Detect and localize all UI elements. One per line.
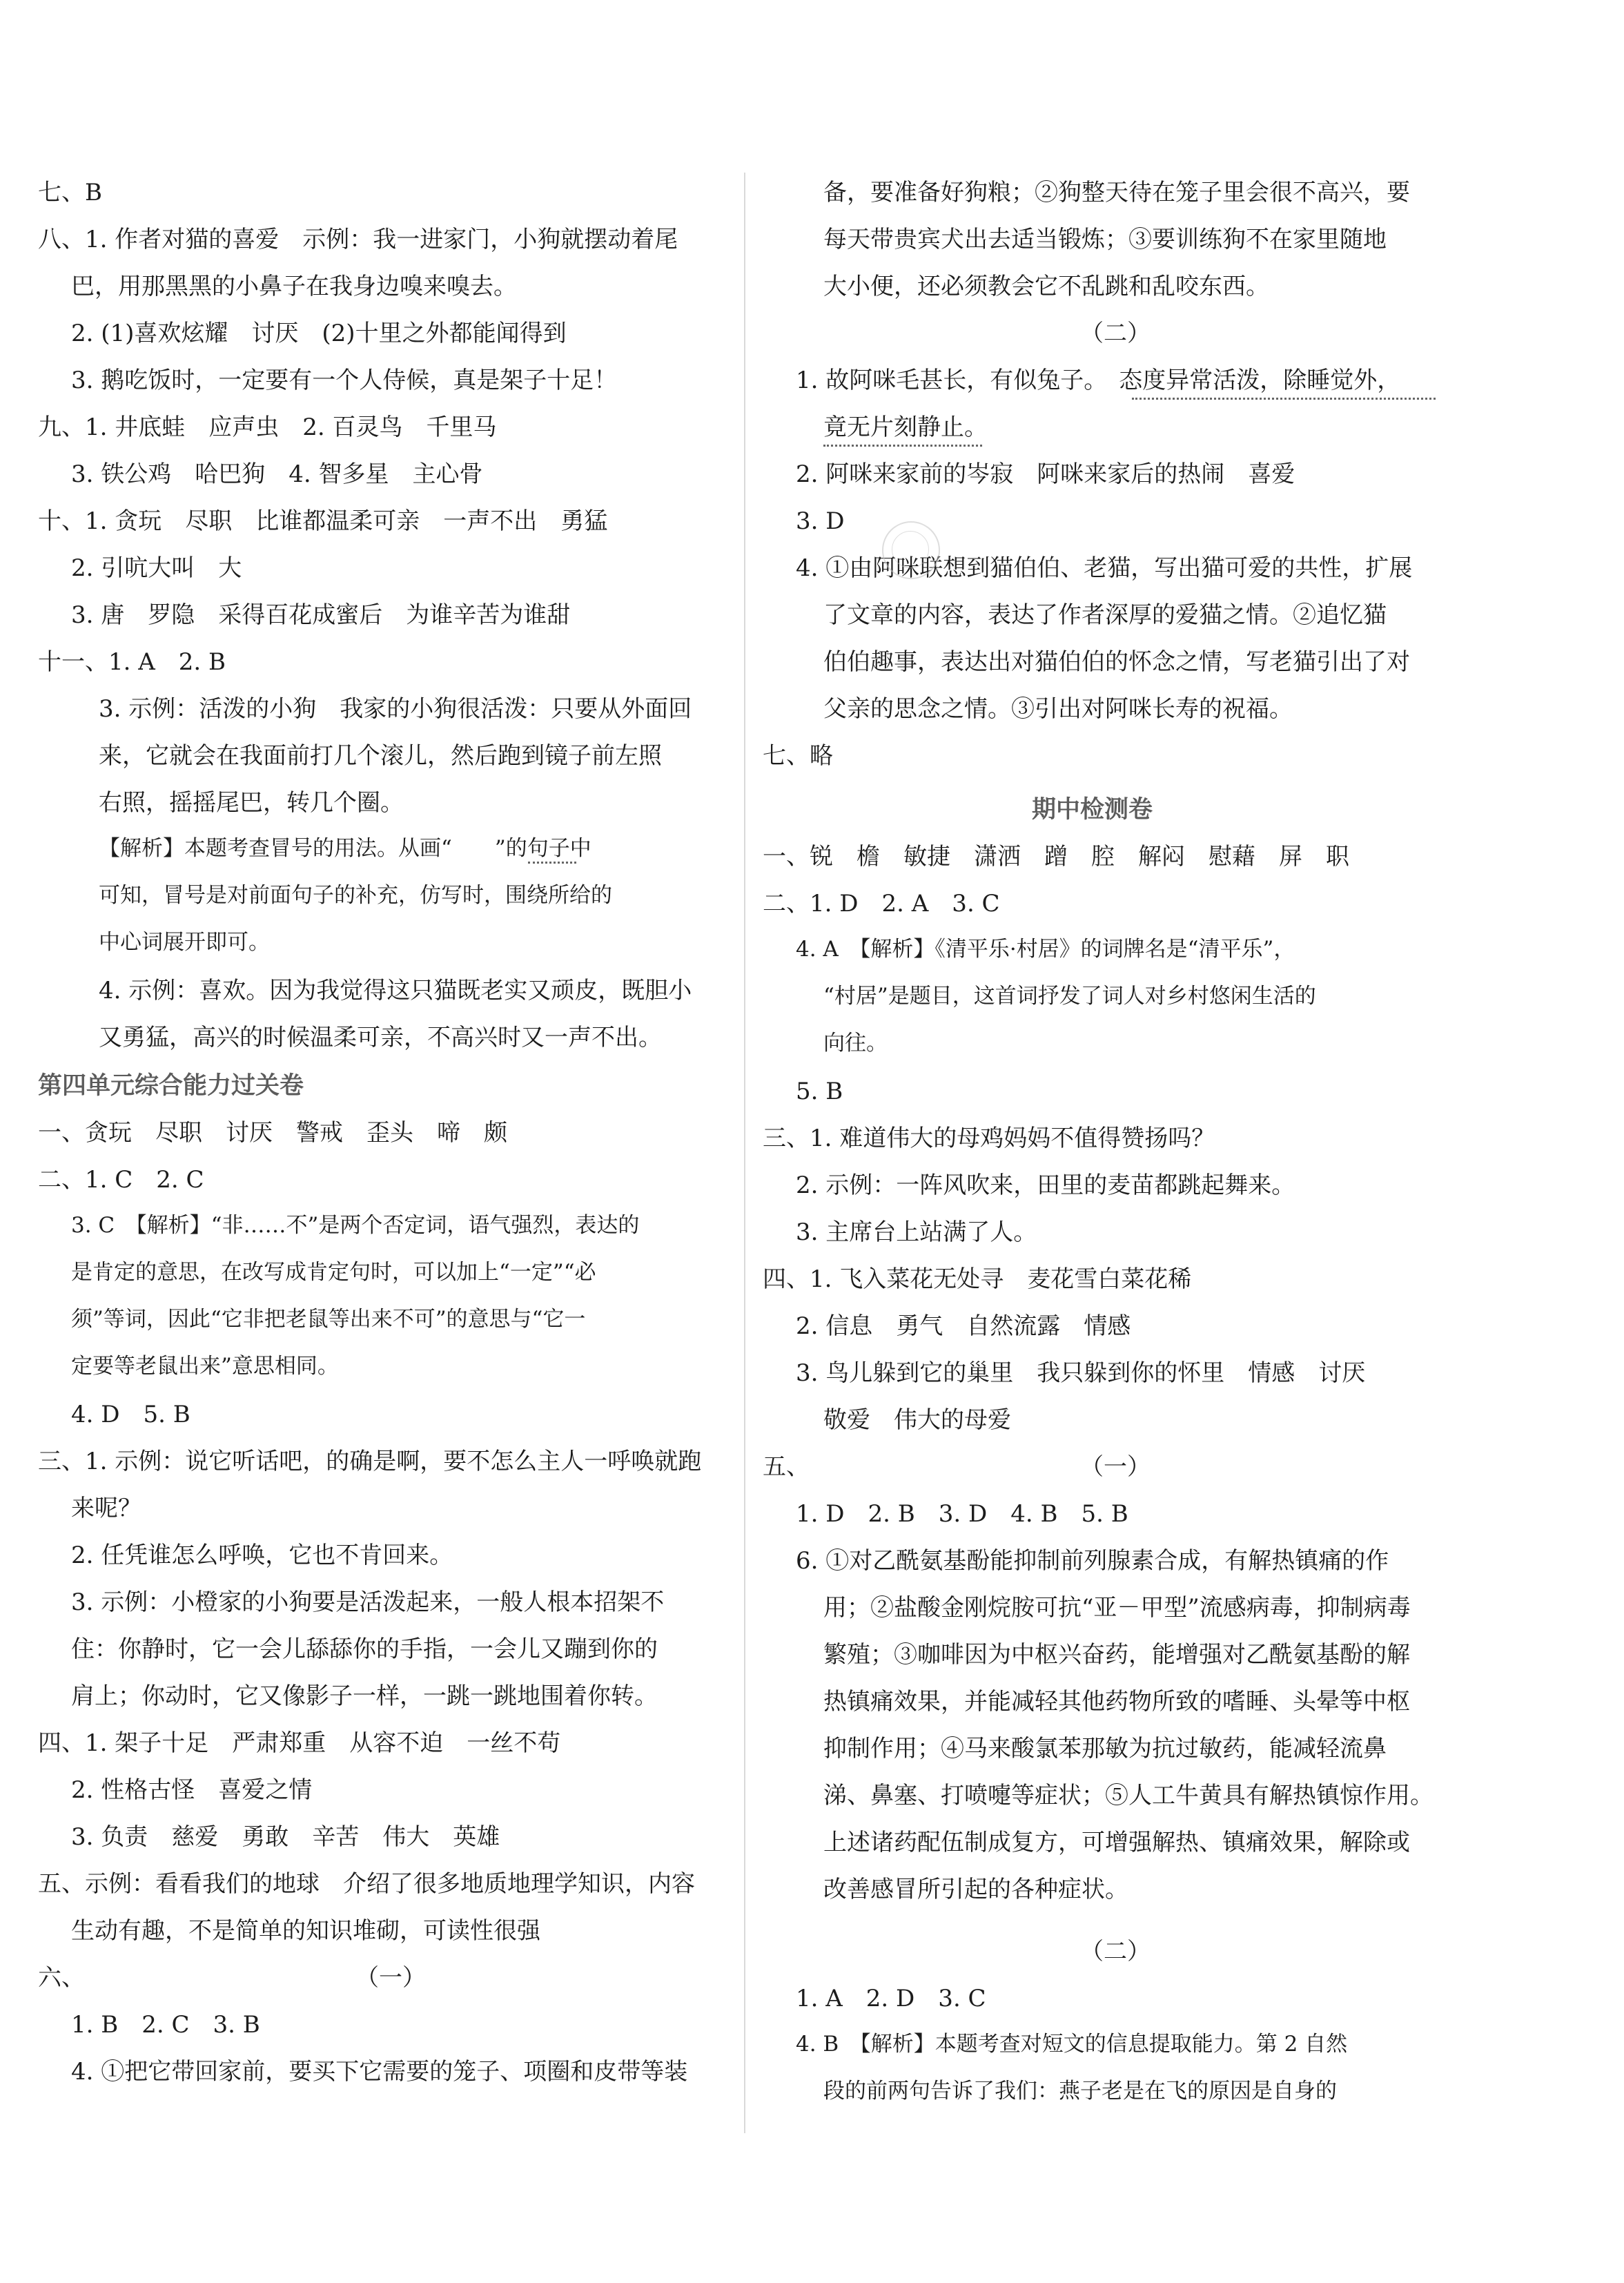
answer-line: 3. C 【解析】“非……不”是两个否定词，语气强烈，表达的: [71, 1213, 640, 1238]
answer-line: 六、: [38, 1964, 85, 1992]
answer-line: 肩上；你动时，它又像影子一样，一跳一跳地围着你转。: [71, 1682, 658, 1710]
answer-line: 一、贪玩 尽职 讨厌 警戒 歪头 啼 颇: [38, 1119, 507, 1147]
stamp-watermark: [882, 521, 940, 579]
answer-line: 巴，用那黑黑的小鼻子在我身边嗅来嗅去。: [71, 273, 517, 300]
answer-line: 是肯定的意思，在改写成肯定句时，可以加上“一定”“必: [71, 1260, 596, 1285]
section-title: 期中检测卷: [1032, 796, 1153, 824]
answer-line: 3. 负责 慈爱 勇敢 辛苦 伟大 英雄: [71, 1823, 500, 1851]
answer-line: 右照，摇摇尾巴，转几个圈。: [99, 789, 404, 817]
wavy-underline-decoration: [528, 856, 576, 864]
answer-line: 段的前两句告诉了我们：燕子老是在飞的原因是自身的: [823, 2079, 1337, 2104]
answer-line: 九、1. 井底蛙 应声虫 2. 百灵鸟 千里马: [38, 414, 497, 441]
answer-line: 来呢？: [71, 1495, 141, 1522]
answer-line: 八、1. 作者对猫的喜爱 示例：我一进家门，小狗就摆动着尾: [38, 226, 678, 253]
section-title: 第四单元综合能力过关卷: [38, 1072, 304, 1100]
answer-line: 3. D: [796, 507, 845, 535]
answer-line: 七、略: [763, 742, 833, 770]
answer-line: 5. B: [796, 1078, 843, 1105]
answer-line: 2. 性格古怪 喜爱之情: [71, 1776, 313, 1804]
answer-line: 2. (1)喜欢炫耀 讨厌 (2)十里之外都能闻得到: [71, 320, 567, 347]
answer-line: 4. A 【解析】《清平乐·村居》的词牌名是“清平乐”，: [796, 937, 1295, 962]
answer-line: 2. 示例：一阵风吹来，田里的麦苗都跳起舞来。: [796, 1172, 1295, 1199]
answer-line: 抑制作用；④马来酸氯苯那敏为抗过敏药，能减轻流鼻: [823, 1735, 1387, 1762]
answer-line: 繁殖；③咖啡因为中枢兴奋药，能增强对乙酰氨基酚的解: [823, 1641, 1410, 1669]
answer-line: 1. B 2. C 3. B: [71, 2011, 260, 2039]
answer-line: （一）: [1080, 1453, 1151, 1481]
answer-line: “村居”是题目，这首词抒发了词人对乡村悠闲生活的: [823, 984, 1316, 1009]
answer-line: 3. 示例：活泼的小狗 我家的小狗很活泼：只要从外面回: [99, 695, 692, 723]
answer-line: 热镇痛效果，并能减轻其他药物所致的嗜睡、头晕等中枢: [823, 1688, 1410, 1716]
wavy-underline-decoration: [823, 439, 982, 447]
answer-line: 一、锐 檐 敏捷 潇洒 蹭 腔 解闷 慰藉 屏 职: [763, 843, 1349, 871]
answer-line: 涕、鼻塞、打喷嚏等症状；⑤人工牛黄具有解热镇惊作用。: [823, 1782, 1434, 1809]
answer-line: 【解析】本题考查冒号的用法。从画“ ”的句子中: [99, 836, 591, 861]
answer-line: （二）: [1080, 1938, 1151, 1965]
answer-line: 3. 唐 罗隐 采得百花成蜜后 为谁辛苦为谁甜: [71, 601, 571, 629]
answer-line: 中心词展开即可。: [99, 930, 270, 955]
answer-line: 2. 任凭谁怎么呼唤，它也不肯回来。: [71, 1542, 453, 1569]
answer-line: 十一、1. A 2. B: [38, 648, 226, 676]
answer-line: 4. ①把它带回家前，要买下它需要的笼子、项圈和皮带等装: [71, 2058, 688, 2086]
answer-line: 又勇猛，高兴的时候温柔可亲，不高兴时又一声不出。: [99, 1024, 662, 1051]
answer-line: 2. 阿咪来家前的岑寂 阿咪来家后的热闹 喜爱: [796, 460, 1295, 488]
answer-line: 每天带贵宾犬出去适当锻炼；③要训练狗不在家里随地: [823, 226, 1387, 253]
answer-line: 定要等老鼠出来”意思相同。: [71, 1354, 339, 1379]
answer-line: 1. A 2. D 3. C: [796, 1985, 986, 2012]
answer-line: 了文章的内容，表达了作者深厚的爱猫之情。②追忆猫: [823, 601, 1387, 629]
answer-line: 1. 故阿咪毛甚长，有似兔子。 态度异常活泼，除睡觉外，: [796, 367, 1401, 394]
answer-line: 四、1. 飞入菜花无处寻 麦花雪白菜花稀: [763, 1265, 1192, 1293]
column-divider: [744, 173, 745, 2133]
answer-line: 五、: [763, 1453, 810, 1481]
answer-line: 3. 示例：小橙家的小狗要是活泼起来，一般人根本招架不: [71, 1589, 665, 1616]
answer-line: 1. D 2. B 3. D 4. B 5. B: [796, 1500, 1128, 1528]
answer-line: 用；②盐酸金刚烷胺可抗“亚－甲型”流感病毒，抑制病毒: [823, 1594, 1411, 1622]
answer-line: 三、1. 示例：说它听话吧，的确是啊，要不怎么主人一呼唤就跑: [38, 1448, 702, 1475]
answer-line: 敬爱 伟大的母爱: [823, 1406, 1011, 1434]
answer-line: 须”等词，因此“它非把老鼠等出来不可”的意思与“它一: [71, 1307, 586, 1332]
answer-line: 来，它就会在我面前打几个滚儿，然后跑到镜子前左照: [99, 742, 662, 770]
answer-line: 二、1. D 2. A 3. C: [763, 890, 1000, 917]
answer-line: 3. 鹅吃饭时，一定要有一个人侍候，真是架子十足！: [71, 367, 618, 394]
answer-line: 生动有趣，不是简单的知识堆砌，可读性很强: [71, 1917, 540, 1945]
answer-line: 3. 铁公鸡 哈巴狗 4. 智多星 主心骨: [71, 460, 483, 488]
answer-line: 6. ①对乙酰氨基酚能抑制前列腺素合成，有解热镇痛的作: [796, 1547, 1389, 1575]
answer-line: 五、示例：看看我们的地球 介绍了很多地质地理学知识，内容: [38, 1870, 695, 1898]
answer-line: 住：你静时，它一会儿舔舔你的手指，一会儿又蹦到你的: [71, 1635, 658, 1663]
answer-line: 七、B: [38, 179, 102, 206]
answer-line: 备，要准备好狗粮；②狗整天待在笼子里会很不高兴，要: [823, 179, 1410, 206]
answer-line: 3. 鸟儿躲到它的巢里 我只躲到你的怀里 情感 讨厌: [796, 1359, 1366, 1387]
answer-line: 3. 主席台上站满了人。: [796, 1218, 1037, 1246]
answer-line: 4. B 【解析】本题考查对短文的信息提取能力。第 2 自然: [796, 2032, 1348, 2057]
answer-line: 4. 示例：喜欢。因为我觉得这只猫既老实又顽皮，既胆小: [99, 977, 692, 1004]
wavy-underline-decoration: [1132, 392, 1436, 400]
answer-line: 4. D 5. B: [71, 1401, 190, 1428]
answer-line: 伯伯趣事，表达出对猫伯伯的怀念之情，写老猫引出了对: [823, 648, 1410, 676]
answer-line: 改善感冒所引起的各种症状。: [823, 1876, 1128, 1903]
answer-line: 十、1. 贪玩 尽职 比谁都温柔可亲 一声不出 勇猛: [38, 507, 608, 535]
answer-line: 父亲的思念之情。③引出对阿咪长寿的祝福。: [823, 695, 1293, 723]
answer-line: 可知，冒号是对前面句子的补充，仿写时，围绕所给的: [99, 883, 612, 908]
answer-line: 大小便，还必须教会它不乱跳和乱咬东西。: [823, 273, 1269, 300]
answer-line: （二）: [1080, 320, 1151, 347]
answer-line: 2. 引吭大叫 大: [71, 554, 242, 582]
answer-line: 三、1. 难道伟大的母鸡妈妈不值得赞扬吗？: [763, 1125, 1215, 1152]
answer-line: 向往。: [823, 1031, 888, 1056]
answer-line: 二、1. C 2. C: [38, 1166, 204, 1194]
answer-line: 上述诸药配伍制成复方，可增强解热、镇痛效果，解除或: [823, 1829, 1410, 1856]
answer-line: 4. ①由阿咪联想到猫伯伯、老猫，写出猫可爱的共性，扩展: [796, 554, 1413, 582]
answer-line: 四、1. 架子十足 严肃郑重 从容不迫 一丝不苟: [38, 1729, 561, 1757]
answer-line: 2. 信息 勇气 自然流露 情感: [796, 1312, 1131, 1340]
answer-line: （一）: [355, 1964, 426, 1992]
answer-line: 竟无片刻静止。: [823, 414, 988, 441]
